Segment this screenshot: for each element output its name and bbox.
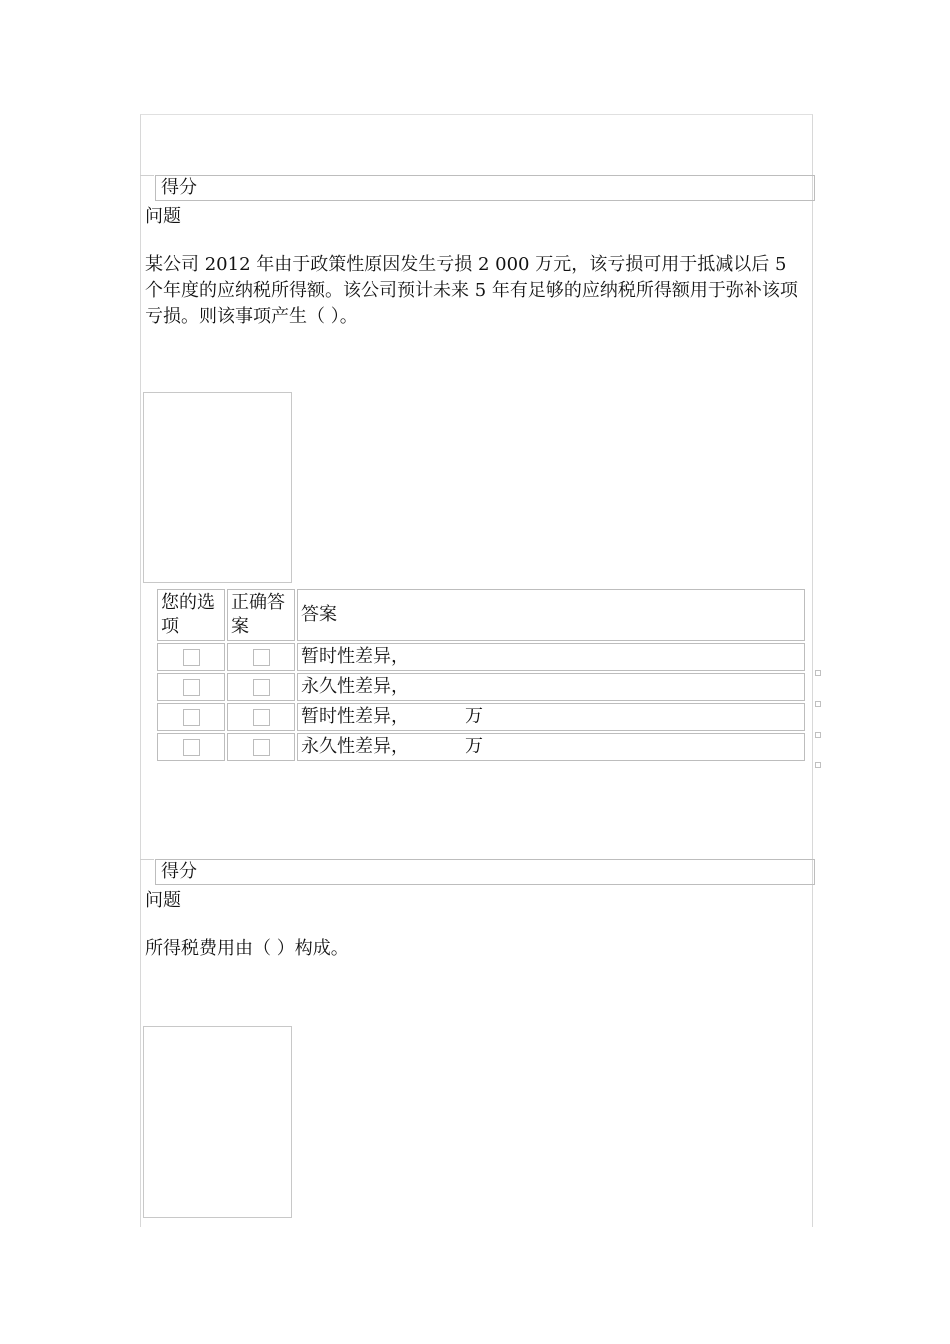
score-bar bbox=[140, 859, 810, 885]
your-choice-checkbox[interactable] bbox=[183, 739, 200, 756]
score-label: 得分 bbox=[155, 859, 815, 885]
answer-option-text: 永久性差异， bbox=[301, 676, 409, 697]
table-row bbox=[157, 643, 805, 671]
question-label: 问题 bbox=[145, 206, 181, 227]
your-choice-checkbox[interactable] bbox=[183, 649, 200, 666]
image-placeholder bbox=[143, 392, 292, 583]
correct-answer-checkbox bbox=[253, 709, 270, 726]
question-label: 问题 bbox=[145, 890, 181, 911]
answer-table bbox=[155, 587, 807, 763]
correct-answer-checkbox bbox=[253, 649, 270, 666]
answer-option-suffix: 万 bbox=[465, 736, 483, 757]
row-marker-icon bbox=[815, 701, 821, 707]
table-row bbox=[157, 733, 805, 761]
header-your-choice: 您的选项 bbox=[157, 589, 225, 641]
header-answer: 答案 bbox=[297, 589, 805, 641]
answer-option-suffix: 万 bbox=[465, 706, 483, 727]
row-marker-icon bbox=[815, 732, 821, 738]
image-placeholder bbox=[143, 1026, 292, 1218]
question-text: 所得税费用由（ ）构成。 bbox=[145, 938, 349, 959]
answer-option-text: 暂时性差异， bbox=[301, 646, 409, 667]
correct-answer-checkbox bbox=[253, 679, 270, 696]
score-bar bbox=[140, 175, 810, 201]
row-marker-icon bbox=[815, 762, 821, 768]
correct-answer-checkbox bbox=[253, 739, 270, 756]
row-marker-icon bbox=[815, 670, 821, 676]
header-correct-answer: 正确答案 bbox=[227, 589, 295, 641]
question-text: 某公司 2012 年由于政策性原因发生亏损 2 000 万元，该亏损可用于抵减以后 5 个年度的应纳税所得额。该公司预计未来 5 年有足够的应纳税所得额用于弥补该项亏损。则该事项产生（ ）。 bbox=[145, 254, 798, 327]
your-choice-checkbox[interactable] bbox=[183, 679, 200, 696]
score-label: 得分 bbox=[155, 175, 815, 201]
your-choice-checkbox[interactable] bbox=[183, 709, 200, 726]
table-row bbox=[157, 673, 805, 701]
answer-option-text: 永久性差异， bbox=[301, 736, 409, 757]
table-row bbox=[157, 703, 805, 731]
answer-option-text: 暂时性差异， bbox=[301, 706, 409, 727]
